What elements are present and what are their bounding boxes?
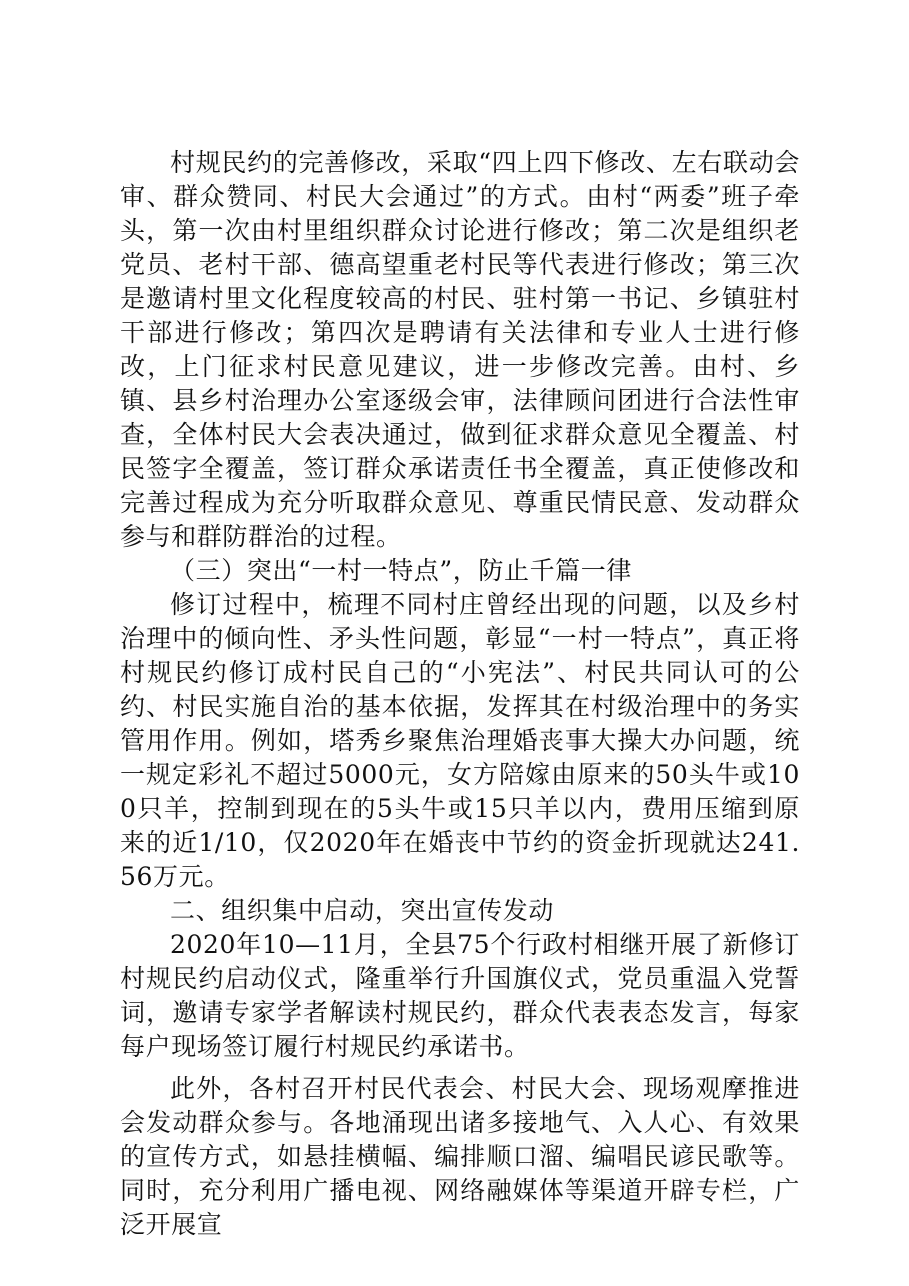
paragraph-gap	[120, 1064, 800, 1072]
paragraph-launch-ceremony: 2020年10—11月，全县75个行政村相继开展了新修订村规民约启动仪式，隆重举行升国旗仪式，党员重温入党誓词，邀请专家学者解读村规民约，群众代表表态发言，每家每户现场签订履行村规民约承诺书。	[120, 930, 800, 1061]
section-heading-one-village-one-feature: （三）突出“一村一特点”，防止千篇一律	[170, 556, 632, 585]
section-heading-launch-publicity: 二、组织集中启动，突出宣传发动	[170, 896, 555, 925]
paragraph-publicity-methods: 此外，各村召开村民代表会、村民大会、现场观摩推进会发动群众参与。各地涌现出诸多接地气、入人心、有效果的宣传方式，如悬挂横幅、编排顺口溜、编唱民谚民歌等。同时，充分利用广播电视、网络融媒体等渠道开辟专栏，广泛开展宣	[120, 1074, 800, 1239]
paragraph-revision-details: 修订过程中，梳理不同村庄曾经出现的问题，以及乡村治理中的倾向性、矛头性问题，彰显“一村一特点”，真正将村规民约修订成村民自己的“小宪法”、村民共同认可的公约、村民实施自治的基本依据，发挥其在村级治理中的务实管用作用。例如，塔秀乡聚焦治理婚丧事大操大办问题，统一规定彩礼不超过5000元，女方陪嫁由原来的50头牛或100只羊，控制到现在的5头牛或15只羊以内，费用压缩到原来的近1/10，仅2020年在婚丧中节约的资金折现就达241.56万元。	[120, 590, 800, 891]
document-page	[120, 146, 800, 1242]
paragraph-revision-process: 村规民约的完善修改，采取“四上四下修改、左右联动会审、群众赞同、村民大会通过”的方式。由村“两委”班子牵头，第一次由村里组织群众讨论进行修改；第二次是组织老党员、老村干部、德高望重老村民等代表进行修改；第三次是邀请村里文化程度较高的村民、驻村第一书记、乡镇驻村干部进行修改；第四次是聘请有关法律和专业人士进行修改，上门征求村民意见建议，进一步修改完善。由村、乡镇、县乡村治理办公室逐级会审，法律顾问团进行合法性审查，全体村民大会表决通过，做到征求群众意见全覆盖、村民签字全覆盖，签订群众承诺责任书全覆盖，真正使修改和完善过程成为充分听取群众意见、尊重民情民意、发动群众参与和群防群治的过程。	[120, 148, 800, 551]
